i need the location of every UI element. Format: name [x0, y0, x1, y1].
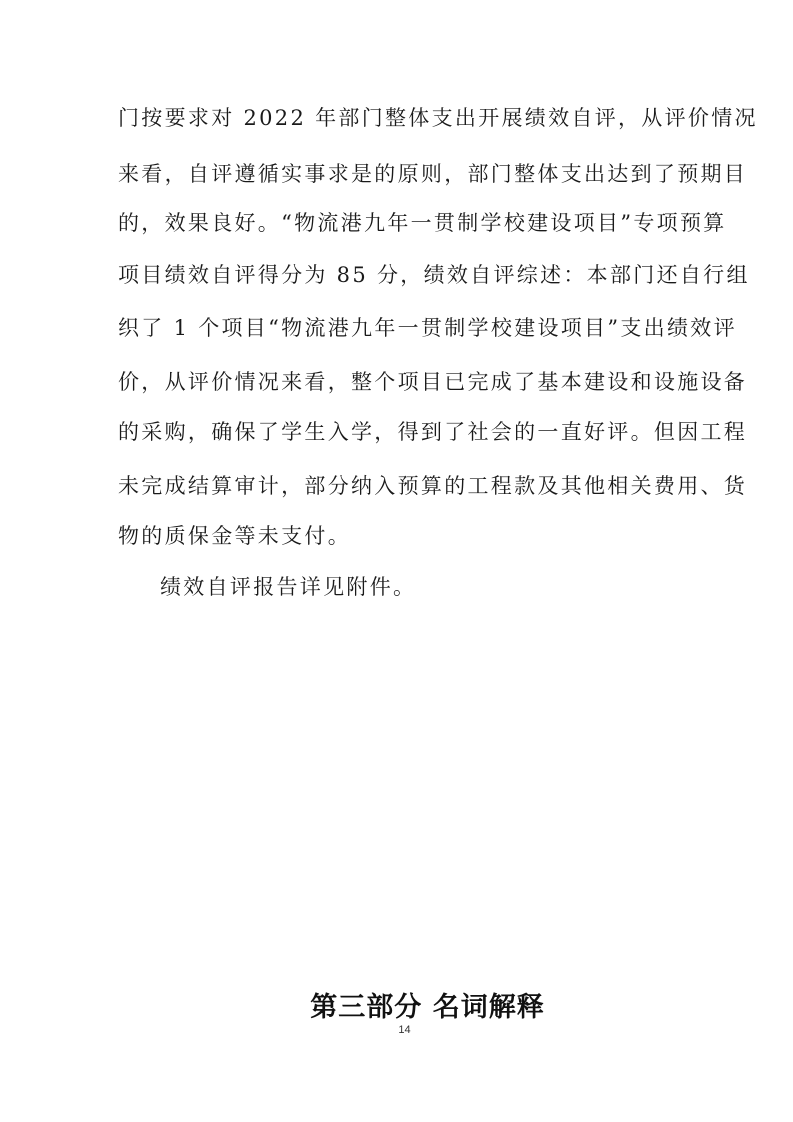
- paragraph-line: 来看，自评遵循实事求是的原则，部门整体支出达到了预期目: [118, 162, 748, 186]
- paragraph-line: 物的质保金等未支付。: [118, 524, 351, 548]
- paragraph-line: 未完成结算审计，部分纳入预算的工程款及其他相关费用、货: [118, 474, 748, 498]
- paragraph-line: 项目绩效自评得分为 85 分，绩效自评综述：本部门还自行组: [118, 263, 750, 287]
- paragraph-line: 织了 1 个项目“物流港九年一贯制学校建设项目”支出绩效评: [118, 316, 737, 340]
- paragraph-line: 门按要求对 2022 年部门整体支出开展绩效自评，从评价情况: [118, 106, 758, 130]
- page-number: 14: [398, 1024, 411, 1036]
- section-heading: 第三部分 名词解释: [310, 992, 545, 1023]
- paragraph-line: 的，效果良好。“物流港九年一贯制学校建设项目”专项预算: [118, 211, 727, 235]
- attachment-note: 绩效自评报告详见附件。: [160, 575, 417, 599]
- paragraph-line: 的采购，确保了学生入学，得到了社会的一直好评。但因工程: [118, 420, 748, 444]
- paragraph-line: 价，从评价情况来看，整个项目已完成了基本建设和设施设备: [118, 370, 748, 394]
